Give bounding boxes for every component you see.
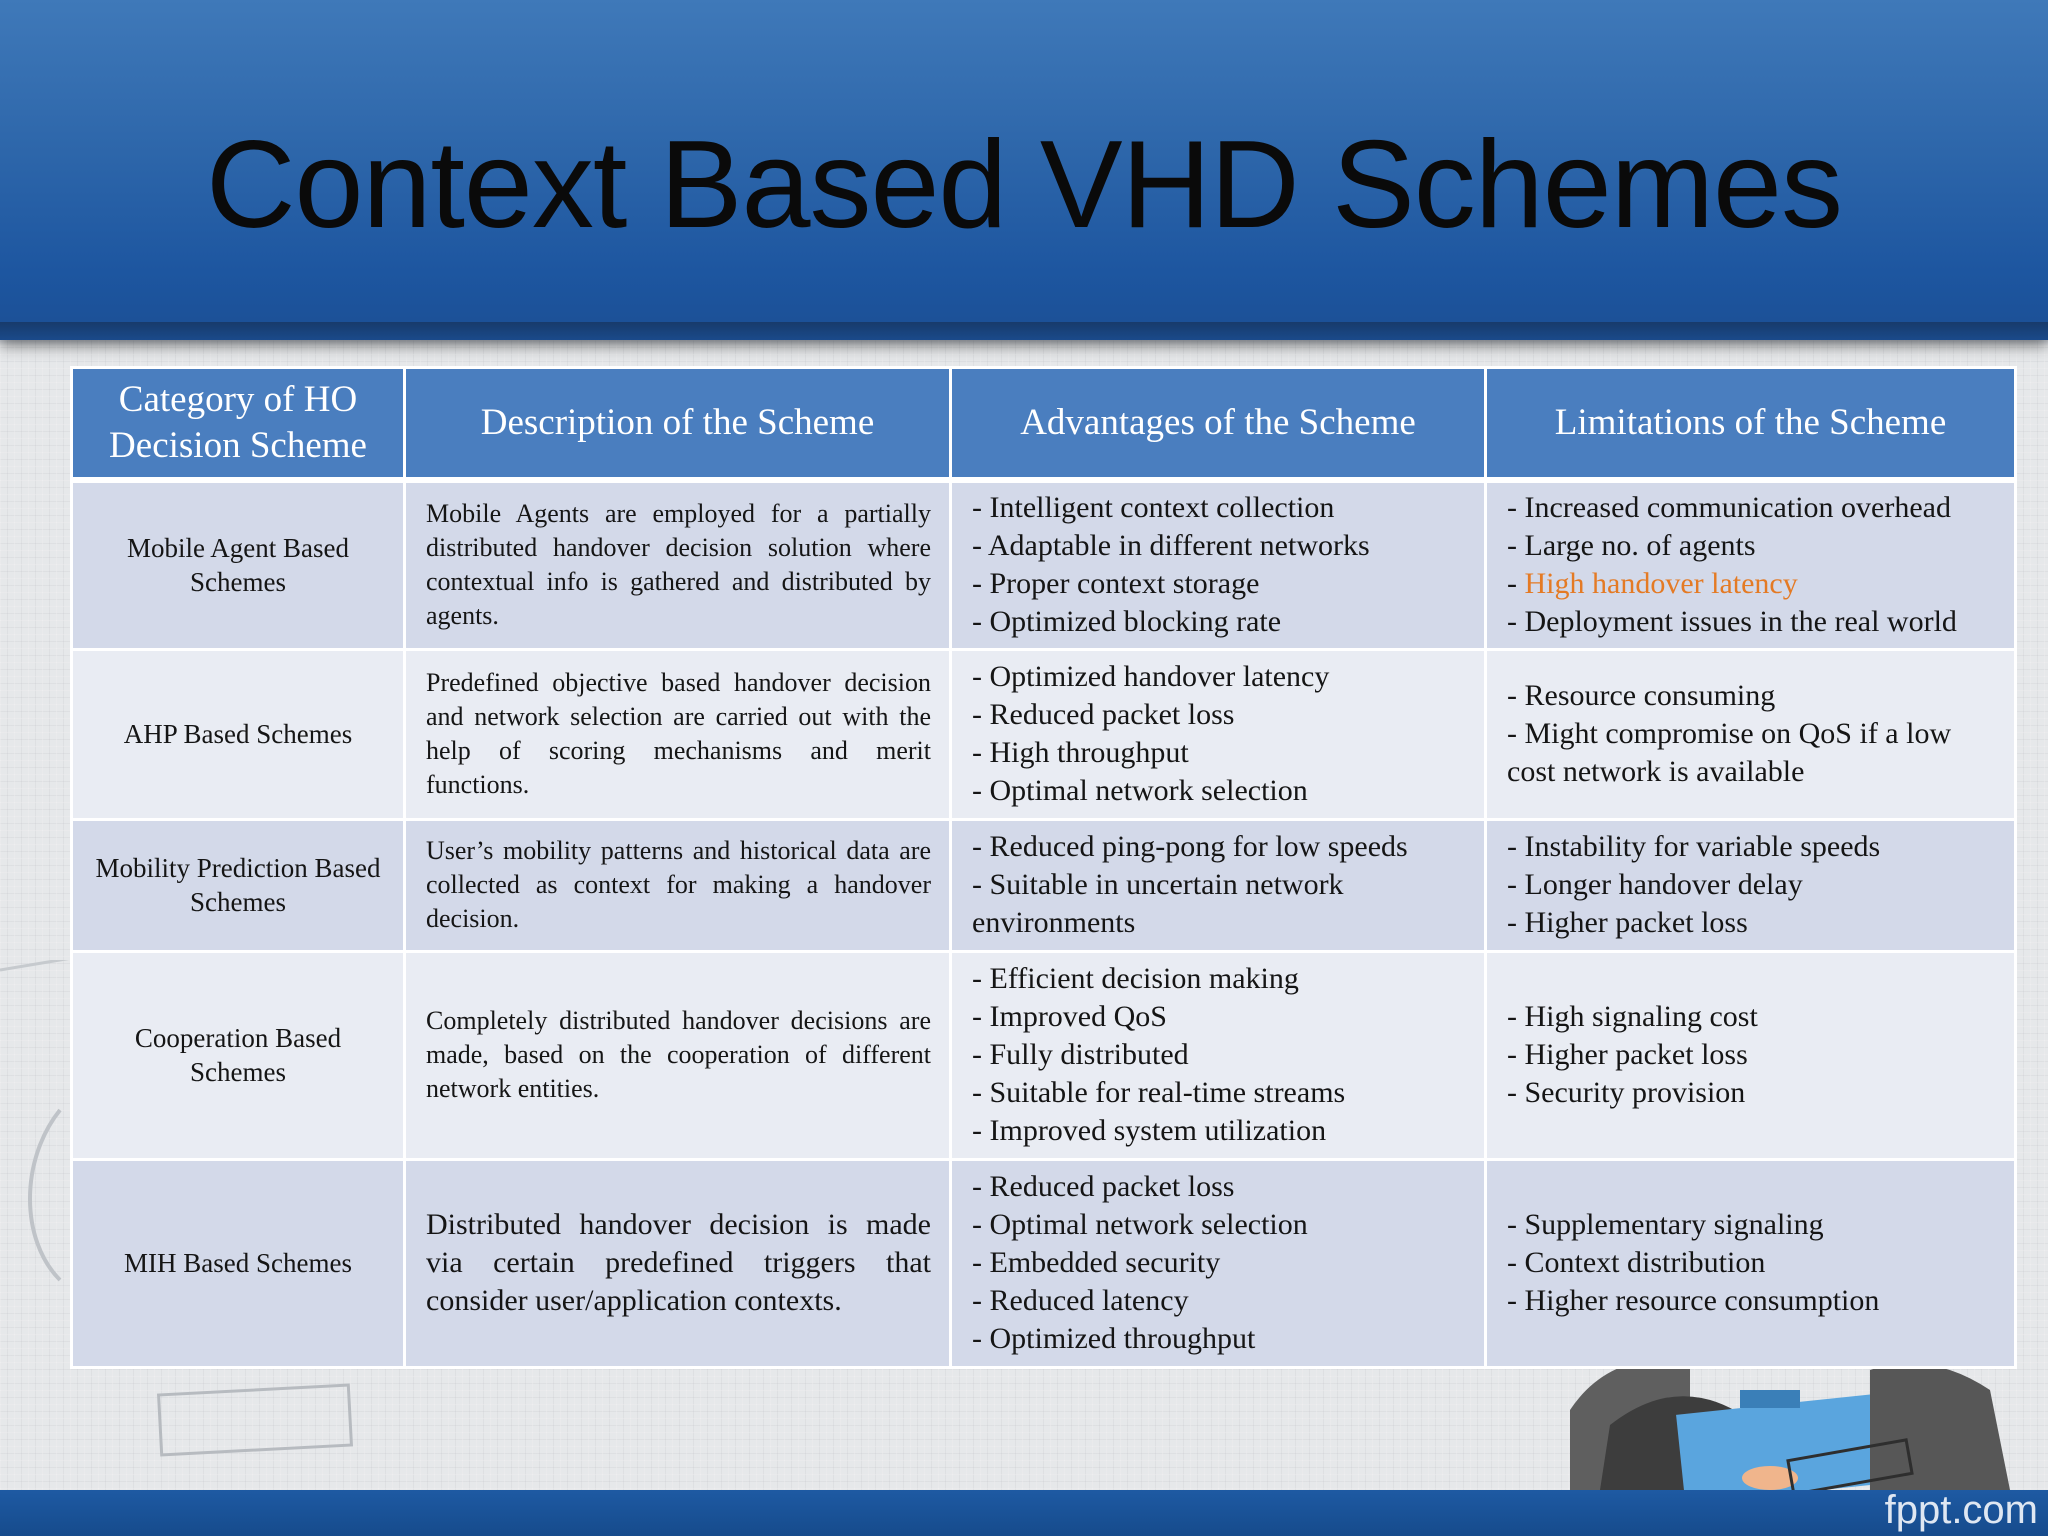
header-advantages: Advantages of the Scheme (951, 368, 1486, 481)
table-row (72, 1159, 2016, 1367)
row-category: Mobile Agent Based Schemes (72, 480, 405, 649)
advantage-item: - Optimized blocking rate (972, 605, 1282, 639)
row-limitations (1486, 951, 2016, 1159)
row-advantages (951, 649, 1486, 819)
limitation-item: - Deployment issues in the real world (1507, 605, 1957, 639)
row-description: User’s mobility patterns and historical data are collected as context for making a handover decision. (405, 819, 951, 951)
row-description: Mobile Agents are employed for a partially distributed handover decision solution where contextual info is gathered and distributed by agents. (405, 480, 951, 649)
limitation-item: - Instability for variable speeds (1507, 830, 1881, 863)
advantage-item: - Optimized handover latency (972, 660, 1330, 693)
row-advantages (951, 819, 1486, 951)
advantage-item: - Proper context storage (972, 567, 1260, 601)
advantage-item: - Intelligent context collection (972, 491, 1335, 525)
row-limitations (1486, 649, 2016, 819)
advantage-item: - High throughput (972, 736, 1189, 769)
advantage-item: - Reduced latency (972, 1284, 1189, 1317)
advantage-item: - Embedded security (972, 1246, 1221, 1279)
row-description: Completely distributed handover decisions are made, based on the cooperation of different network entities. (405, 951, 951, 1159)
header-limitations: Limitations of the Scheme (1486, 368, 2016, 481)
header-category: Category of HO Decision Scheme (72, 368, 405, 481)
row-category: MIH Based Schemes (72, 1159, 405, 1367)
slide-footer-bar (0, 1490, 2048, 1536)
row-limitations (1486, 1159, 2016, 1367)
advantage-item: - Improved system utilization (972, 1114, 1327, 1147)
table-row (72, 649, 2016, 819)
limitation-item: - Might compromise on QoS if a low cost network is available (1507, 717, 1952, 788)
limitation-item: - Supplementary signaling (1507, 1208, 1824, 1241)
advantage-item: - Suitable in uncertain network environments (972, 868, 1344, 939)
row-advantages (951, 1159, 1486, 1367)
limitation-item: - Large no. of agents (1507, 529, 1756, 563)
table-row (72, 480, 2016, 649)
limitation-item: - Higher resource consumption (1507, 1284, 1880, 1317)
row-limitations (1486, 819, 2016, 951)
header-description: Description of the Scheme (405, 368, 951, 481)
limitation-item: - Context distribution (1507, 1246, 1766, 1279)
highlighted-limitation: High handover latency (1524, 567, 1798, 601)
row-advantages (951, 480, 1486, 649)
limitation-item: - Longer handover delay (1507, 868, 1803, 901)
limitation-item: - Increased communication overhead (1507, 491, 1951, 525)
advantage-item: - Reduced ping-pong for low speeds (972, 830, 1408, 863)
advantage-item: - Efficient decision making (972, 962, 1299, 995)
row-description: Distributed handover decision is made via certain predefined triggers that consider user/application contexts. (405, 1159, 951, 1367)
advantage-item: - Suitable for real-time streams (972, 1076, 1346, 1109)
table-header-row (72, 368, 2016, 481)
row-advantages (951, 951, 1486, 1159)
limitation-item: - Resource consuming (1507, 679, 1776, 712)
advantage-item: - Improved QoS (972, 1000, 1167, 1033)
table-row (72, 951, 2016, 1159)
row-limitations (1486, 480, 2016, 649)
limitation-item: - High signaling cost (1507, 1000, 1758, 1033)
advantage-item: - Optimal network selection (972, 1208, 1308, 1241)
row-category: Cooperation Based Schemes (72, 951, 405, 1159)
row-category: Mobility Prediction Based Schemes (72, 819, 405, 951)
advantage-item: - Reduced packet loss (972, 1170, 1235, 1203)
advantage-item: - Optimal network selection (972, 774, 1308, 807)
advantage-item: - Fully distributed (972, 1038, 1189, 1071)
row-category: AHP Based Schemes (72, 649, 405, 819)
limitation-item: - Higher packet loss (1507, 906, 1748, 939)
limitation-item: - High handover latency (1507, 567, 1798, 601)
advantage-item: - Adaptable in different networks (972, 529, 1370, 563)
limitation-item: - Higher packet loss (1507, 1038, 1748, 1071)
footer-brand-logo: fppt.com (1884, 1488, 2038, 1532)
advantage-item: - Reduced packet loss (972, 698, 1235, 731)
row-description: Predefined objective based handover decision and network selection are carried out with the help of scoring mechanisms and merit functions. (405, 649, 951, 819)
slide-title: Context Based VHD Schemes (206, 116, 1842, 254)
vhd-schemes-table (70, 366, 2017, 1369)
advantage-item: - Optimized throughput (972, 1322, 1256, 1355)
limitation-item: - Security provision (1507, 1076, 1746, 1109)
header-shadow (0, 322, 2048, 346)
table-row (72, 819, 2016, 951)
